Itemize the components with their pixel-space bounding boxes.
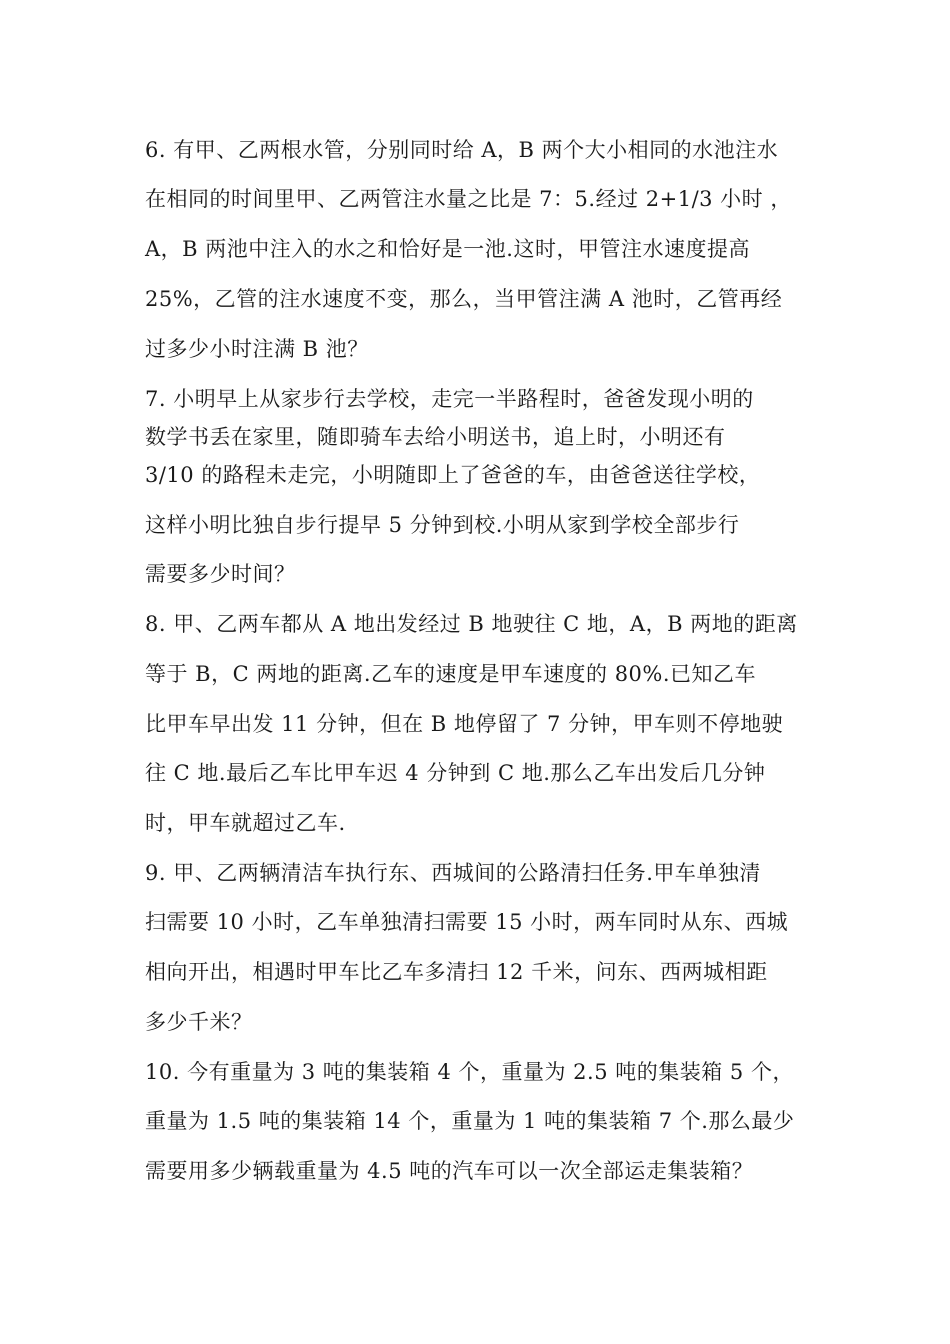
problem-8-line-2: 等于 B，C 两地的距离.乙车的速度是甲车速度的 80%.已知乙车 <box>145 662 757 686</box>
problem-7-line-1: 7. 小明早上从家步行去学校，走完一半路程时，爸爸发现小明的 <box>145 387 754 411</box>
problem-10-line-2: 重量为 1.5 吨的集装箱 14 个，重量为 1 吨的集装箱 7 个.那么最少 <box>145 1109 795 1133</box>
problem-9-line-2: 扫需要 10 小时，乙车单独清扫需要 15 小时，两车同时从东、西城 <box>145 910 789 934</box>
problem-9-line-3: 相向开出，相遇时甲车比乙车多清扫 12 千米，问东、西两城相距 <box>145 960 768 984</box>
problem-7-line-3: 3/10 的路程未走完，小明随即上了爸爸的车，由爸爸送往学校， <box>145 463 761 487</box>
problem-9-line-1: 9. 甲、乙两辆清洁车执行东、西城间的公路清扫任务.甲车单独清 <box>145 861 761 885</box>
problem-7-line-2: 数学书丢在家里，随即骑车去给小明送书，追上时，小明还有 <box>145 425 726 449</box>
problem-8-line-4: 往 C 地.最后乙车比甲车迟 4 分钟到 C 地.那么乙车出发后几分钟 <box>145 761 766 785</box>
problem-9-line-4: 多少千米？ <box>145 1010 253 1034</box>
problem-8-line-3: 比甲车早出发 11 分钟，但在 B 地停留了 7 分钟，甲车则不停地驶 <box>145 712 784 736</box>
problem-8-line-1: 8. 甲、乙两车都从 A 地出发经过 B 地驶往 C 地，A，B 两地的距离 <box>145 612 798 636</box>
problem-6-line-1: 6. 有甲、乙两根水管，分别同时给 A，B 两个大小相同的水池注水 <box>145 138 779 162</box>
problem-8-line-5: 时，甲车就超过乙车. <box>145 811 346 835</box>
problem-6-line-3: A，B 两池中注入的水之和恰好是一池.这时，甲管注水速度提高 <box>145 237 750 261</box>
problem-6-line-4: 25%，乙管的注水速度不变，那么，当甲管注满 A 池时，乙管再经 <box>145 287 783 311</box>
problem-7-line-4: 这样小明比独自步行提早 5 分钟到校.小明从家到学校全部步行 <box>145 513 740 537</box>
problem-7-line-5: 需要多少时间？ <box>145 562 296 586</box>
problem-6-line-2: 在相同的时间里甲、乙两管注水量之比是 7：5.经过 2+1/3 小时 ， <box>145 187 792 211</box>
problem-6-line-5: 过多少小时注满 B 池？ <box>145 337 369 361</box>
problem-10-line-1: 10. 今有重量为 3 吨的集装箱 4 个，重量为 2.5 吨的集装箱 5 个， <box>145 1060 794 1084</box>
problem-10-line-3: 需要用多少辆载重量为 4.5 吨的汽车可以一次全部运走集装箱？ <box>145 1159 754 1183</box>
